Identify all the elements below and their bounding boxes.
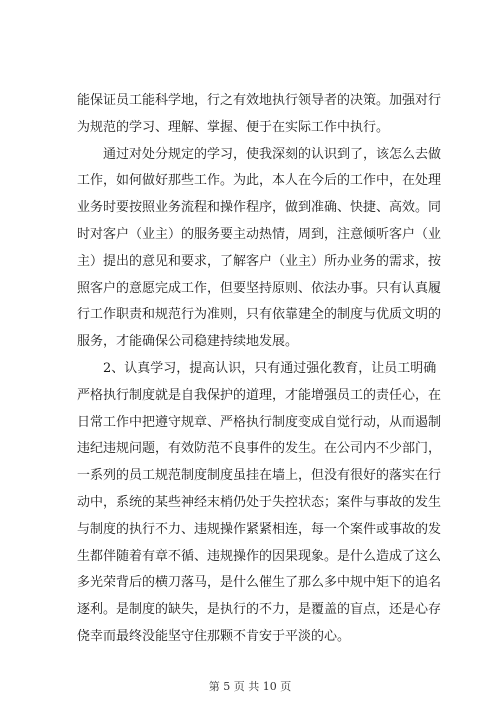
text-line: 一系列的员工规范制度制度虽挂在墙上，但没有很好的落实在行 (77, 468, 442, 484)
text-line: 为规范的学习、理解、掌握、便于在实际工作中执行。 (77, 119, 390, 135)
text-line: 违纪违规问题，有效防范不良事件的发生。在公司内不少部门， (77, 441, 442, 457)
text-line: 2、认真学习，提高认识，只有通过强化教育，让员工明确 (77, 360, 437, 376)
text-line: 生都伴随着有章不循、违规操作的因果现象。是什么造成了这么 (77, 548, 442, 564)
text-line: 多光荣背后的横刀落马，是什么催生了那么多中规中矩下的追名 (77, 575, 442, 591)
text-line: 侥幸而最终没能坚守住那颗不肯安于平淡的心。 (77, 628, 351, 644)
text-line: 能保证员工能科学地，行之有效地执行领导者的决策。加强对行 (77, 93, 442, 108)
text-line: 照客户的意愿完成工作，但要坚持原则、依法办事。只有认真履 (77, 280, 442, 296)
text-line: 业务时要按照业务流程和操作程序，做到准确、快捷、高效。同 (77, 200, 442, 216)
text-line: 行工作职责和规范行为准则，只有依靠建全的制度与优质文明的 (77, 307, 442, 323)
text-line: 严格执行制度就是自我保护的道理，才能增强员工的责任心，在 (77, 387, 442, 403)
text-line: 逐利。是制度的缺失，是执行的不力，是覆盖的盲点，还是心存 (77, 602, 442, 618)
body-text (77, 88, 442, 651)
text-line: 动中，系统的某些神经末梢仍处于失控状态；案件与事故的发生 (77, 494, 442, 510)
page-footer: 第 5 页 共 10 页 (208, 680, 292, 693)
text-line: 通过对处分规定的学习，使我深刻的认识到了，该怎么去做 (77, 146, 442, 162)
text-line: 日常工作中把遵守规章、严格执行制度变成自觉行动，从而遏制 (77, 414, 442, 430)
text-line: 工作，如何做好那些工作。为此，本人在今后的工作中，在处理 (77, 173, 442, 189)
text-line: 服务，才能确保公司稳建持续地发展。 (77, 334, 299, 350)
text-line: 与制度的执行不力、违规操作紧紧相连，每一个案件或事故的发 (77, 521, 442, 537)
text-line: 主）提出的意见和要求，了解客户（业主）所办业务的需求，按 (77, 253, 442, 269)
text-line: 时对客户（业主）的服务要主动热情，周到，注意倾听客户（业 (77, 226, 442, 242)
